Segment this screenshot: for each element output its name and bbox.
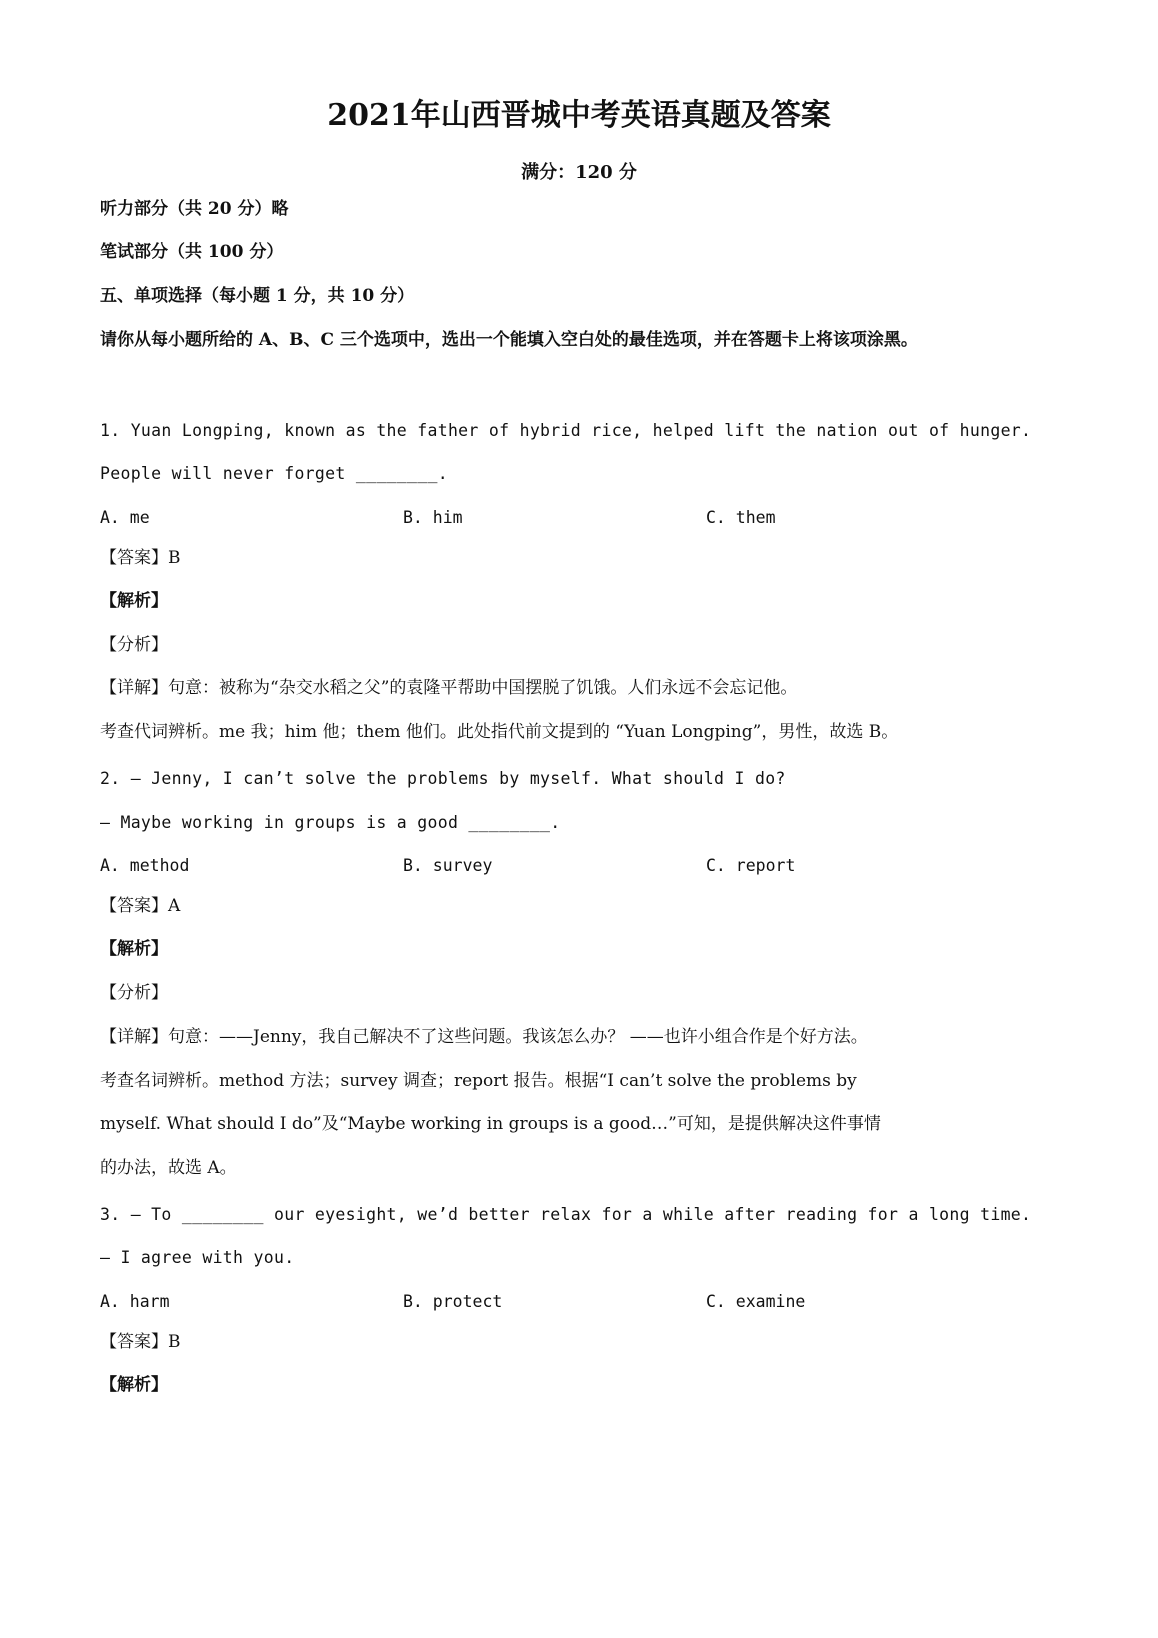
q2-detail-line4: 的办法，故选 A。 [100,1158,237,1178]
q2-detail-line2: 考查名词辨析。method 方法；survey 调查；report 报告。根据“I can’t solve the problems by [100,1071,857,1091]
q3-option-c: C. examine [706,1292,806,1311]
q2-jiexi: 【解析】 [100,939,168,959]
q1-fenxi: 【分析】 [100,635,168,655]
q1-options [100,505,1060,531]
q3-jiexi: 【解析】 [100,1375,168,1395]
q1-detail-line2: 考查代词辨析。me 我；him 他；them 他们。此处指代前文提到的 “Yuan Longping”，男性，故选 B。 [100,722,899,742]
q3-option-a: A. harm [100,1292,170,1311]
part5-instruction: 请你从每小题所给的 A、B、C 三个选项中，选出一个能填入空白处的最佳选项，并在答题卡上将该项涂黑。 [100,330,918,350]
q1-option-a: A. me [100,508,150,527]
q2-option-b: B. survey [403,856,493,875]
q3-option-b: B. protect [403,1292,503,1311]
q2-options [100,853,1060,879]
q1-detail-line1: 【详解】句意：被称为“杂交水稻之父”的袁隆平帮助中国摆脱了饥饿。人们永远不会忘记他。 [100,678,798,698]
q2-answer: 【答案】A [100,896,181,916]
q2-option-c: C. report [706,856,796,875]
q2-fenxi: 【分析】 [100,983,168,1003]
part5-heading: 五、单项选择（每小题 1 分，共 10 分） [100,286,415,306]
q1-answer: 【答案】B [100,548,181,568]
q3-stem-line1: 3. — To ________ our eyesight, we’d better relax for a while after reading for a long time. [100,1205,1032,1224]
q2-detail-line1: 【详解】句意：——Jenny，我自己解决不了这些问题。我该怎么办？ ——也许小组合作是个好方法。 [100,1027,868,1047]
q1-jiexi: 【解析】 [100,591,168,611]
q2-stem-line2: — Maybe working in groups is a good ________. [100,813,561,832]
q1-stem-line2: People will never forget ________. [100,464,448,483]
q3-answer: 【答案】B [100,1332,181,1352]
q2-option-a: A. method [100,856,190,875]
document-title: 2021年山西晋城中考英语真题及答案 [327,98,831,133]
listening-section-heading: 听力部分（共 20 分）略 [100,199,289,219]
q2-stem-line1: 2. — Jenny, I can’t solve the problems by myself. What should I do? [100,769,786,788]
q1-option-b: B. him [403,508,463,527]
q3-options [100,1289,1060,1315]
q2-detail-line3: myself. What should I do”及“Maybe working in groups is a good…”可知，是提供解决这件事情 [100,1114,881,1134]
q1-stem-line1: 1. Yuan Longping, known as the father of hybrid rice, helped lift the nation out of hunger. [100,421,1032,440]
writing-section-heading: 笔试部分（共 100 分） [100,242,284,262]
q1-option-c: C. them [706,508,776,527]
q3-stem-line2: — I agree with you. [100,1248,295,1267]
full-score: 满分：120 分 [521,162,637,183]
